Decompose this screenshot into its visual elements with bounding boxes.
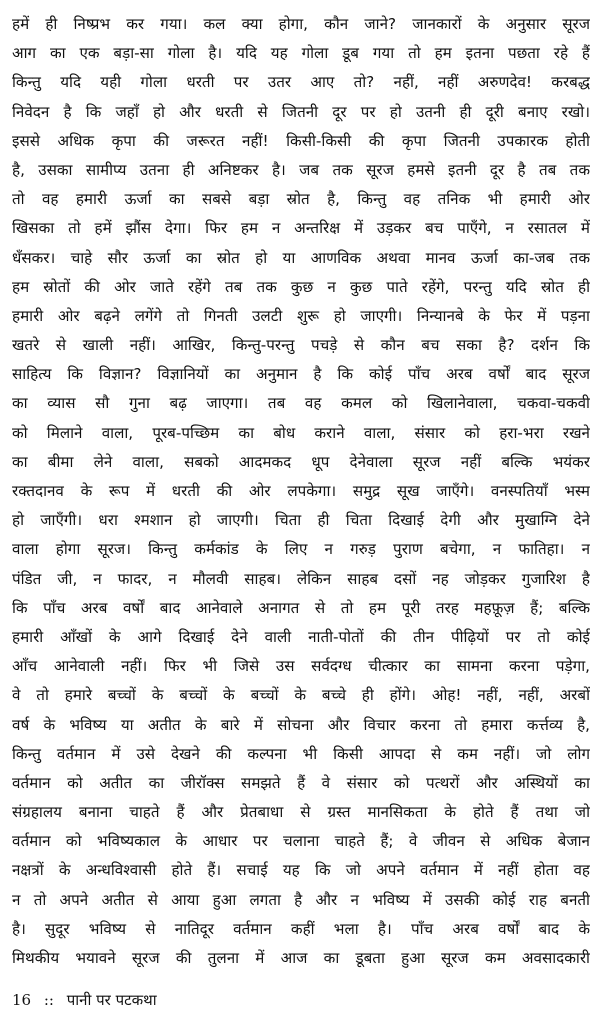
text-line: तो वह हमारी ऊर्जा का सबसे बड़ा स्रोत है, किन्तु वह तनिक भी हमारी ओर	[12, 190, 590, 209]
text-line: हमारी आँखों के आगे दिखाई देने वाली नाती-पोतों की तीन पीढ़ियों पर तो कोई	[12, 627, 590, 646]
text-line: हमें ही निष्प्रभ कर गया। कल क्या होगा, कौन जाने? जानकारों के अनुसार सूरज	[12, 15, 590, 33]
text-line: साहित्य कि विज्ञान? विज्ञानियों का अनुमान है कि कोई पाँच अरब वर्षों बाद सूरज	[12, 365, 590, 384]
text-line: वर्तमान को अतीत का जीरॉक्स समझते हैं वे संसार को पत्थरों और अस्थियों का	[12, 773, 590, 792]
text-line: मिथकीय भयावने सूरज की तुलना में आज का डूबता हुआ सूरज कम अवसादकारी	[12, 949, 590, 967]
text-line: किन्तु यदि यही गोला धरती पर उतर आए तो? नहीं, नहीं अरुणदेव! करबद्ध	[12, 73, 590, 92]
text-line: वर्ष के भविष्य या अतीत के बारे में सोचना और विचार करना तो हमारा कर्त्तव्य है,	[12, 715, 590, 734]
text-line: का व्यास सौ गुना बढ़ जाएगा। तब वह कमल को खिलानेवाला, चकवा-चकवी	[12, 394, 590, 413]
text-line: वे तो हमारे बच्चों के बच्चों के बच्चों के बच्चे ही होंगे। ओह! नहीं, नहीं, अरबों	[12, 686, 590, 705]
text-line: खतरे से खाली नहीं। आखिर, किन्तु-परन्तु पचड़े से कौन बच सका है? दर्शन कि	[12, 336, 590, 355]
text-line: हो जाएँगी। धरा श्मशान हो जाएगी। चिता ही चिता दिखाई देगी और मुखाग्नि देने	[12, 511, 590, 530]
text-line: रक्तदानव के रूप में धरती की ओर लपकेगा। समुद्र सूख जाएँगे। वनस्पतियाँ भस्म	[12, 482, 590, 500]
footer-separator: ::	[43, 991, 54, 1009]
text-line: को मिलाने वाला, पूरब-पच्छिम का बोध कराने वाला, संसार को हरा-भरा रखने	[12, 423, 590, 442]
book-title: पानी पर पटकथा	[66, 991, 157, 1009]
text-line: खिसका तो हमें झौंस देगा। फिर हम न अन्तरिक्ष में उड़कर बच पाएँगे, न रसातल में	[12, 219, 590, 238]
text-line: वर्तमान को भविष्यकाल के आधार पर चलाना चाहते हैं; वे जीवन से अधिक बेजान	[12, 832, 590, 851]
text-line: आँच आनेवाली नहीं। फिर भी जिसे उस सर्वदग्ध चीत्कार का सामना करना पड़ेगा,	[12, 657, 590, 676]
text-line: है, उसका सामीप्य उतना ही अनिष्टकर है। जब तक सूरज हमसे इतनी दूर है तब तक	[12, 160, 590, 179]
body-text	[12, 10, 590, 973]
text-line: आग का एक बड़ा-सा गोला है। यदि यह गोला डूब गया तो हम इतना पछता रहे हैं	[12, 44, 590, 63]
text-line: वाला होगा सूरज। किन्तु कर्मकांड के लिए न गरुड़ पुराण बचेगा, न फातिहा। न	[12, 540, 590, 559]
text-line: हम स्रोतों की ओर जाते रहेंगे तब तक कुछ न कुछ पाते रहेंगे, परन्तु यदि स्रोत ही	[12, 277, 590, 296]
text-line: है। सुदूर भविष्य से नातिदूर वर्तमान कहीं भला है। पाँच अरब वर्षों बाद के	[12, 919, 590, 938]
text-line: धँसकर। चाहे सौर ऊर्जा का स्रोत हो या आणविक अथवा मानव ऊर्जा का-जब तक	[12, 248, 590, 267]
page-footer	[12, 990, 165, 1010]
text-line: कि पाँच अरब वर्षों बाद आनेवाले अनागत से तो हम पूरी तरह महफ़ूज़ हैं; बल्कि	[12, 598, 590, 617]
text-line: पंडित जी, न फादर, न मौलवी साहब। लेकिन साहब दसों नह जोड़कर गुजारिश है	[12, 569, 590, 588]
text-line: इससे अधिक कृपा की जरूरत नहीं! किसी-किसी की कृपा जितनी उपकारक होती	[12, 131, 590, 150]
text-line: किन्तु वर्तमान में उसे देखने की कल्पना भी किसी आपदा से कम नहीं। जो लोग	[12, 744, 590, 763]
text-line: हमारी ओर बढ़ने लगेंगे तो गिनती उलटी शुरू हो जाएगी। निन्यानबे के फेर में पड़ना	[12, 306, 590, 325]
text-line: निवेदन है कि जहाँ हो और धरती से जितनी दूर पर हो उतनी ही दूरी बनाए रखो।	[12, 102, 590, 121]
text-line: नक्षत्रों के अन्धविश्वासी होते हैं। सचाई यह कि जो अपने वर्तमान में नहीं होता वह	[12, 861, 590, 880]
text-line: का बीमा लेने वाला, सबको आदमकद धूप देनेवाला सूरज नहीं बल्कि भयंकर	[12, 452, 590, 471]
text-line: संग्रहालय बनाना चाहते हैं और प्रेतबाधा से ग्रस्त मानसिकता के होते हैं तथा जो	[12, 803, 590, 822]
text-line: न तो अपने अतीत से आया हुआ लगता है और न भविष्य में उसकी कोई राह बनती	[12, 890, 590, 909]
page-number: 16	[12, 991, 32, 1009]
